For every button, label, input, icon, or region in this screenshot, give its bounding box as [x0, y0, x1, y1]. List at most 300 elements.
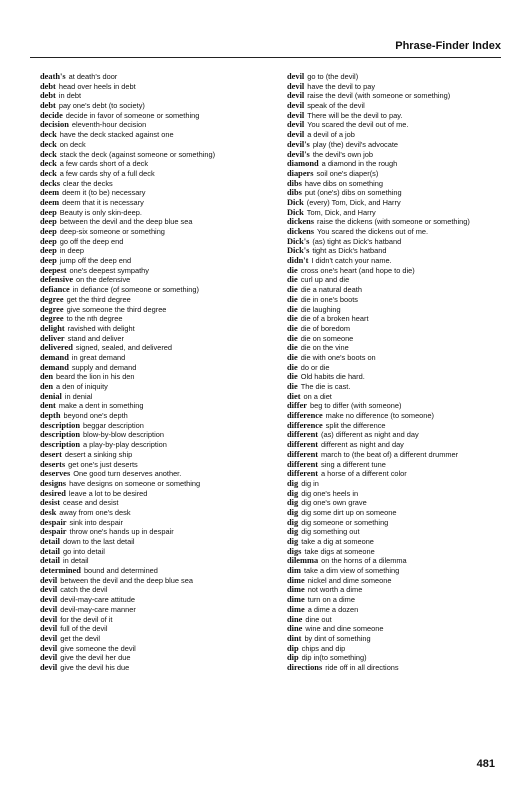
entry-keyword: den: [40, 382, 54, 391]
entry-keyword: deck: [40, 139, 57, 149]
entry-phrase: (every) Tom, Dick, and Harry: [306, 197, 401, 207]
index-entry: [287, 305, 507, 315]
index-entry: [287, 634, 507, 644]
index-entry: [40, 256, 272, 266]
entry-keyword: debt: [40, 91, 56, 101]
entry-phrase: head over heels in debt: [58, 81, 136, 91]
index-entry: [40, 595, 272, 605]
entry-keyword: different: [287, 440, 319, 450]
entry-keyword: dig: [287, 488, 299, 498]
index-entry: [40, 624, 272, 634]
entry-phrase: decide in favor of someone or something: [65, 110, 200, 120]
entry-phrase: (as) different as night and day: [321, 430, 419, 440]
entry-keyword: description: [40, 440, 81, 450]
entry-keyword: decks: [40, 178, 61, 188]
entry-keyword: devil: [287, 101, 305, 111]
entry-phrase: cease and desist: [63, 498, 119, 508]
entry-keyword: decide: [40, 110, 63, 120]
entry-phrase: chips and dip: [301, 643, 346, 653]
entry-phrase: You scared the dickens out of me.: [317, 227, 429, 236]
entry-phrase: desert a sinking ship: [64, 449, 133, 459]
entry-phrase: Beauty is only skin-deep.: [59, 207, 142, 217]
running-header: Phrase-Finder Index: [395, 40, 501, 52]
entry-keyword: desk: [40, 507, 57, 517]
index-entry: [40, 285, 272, 295]
index-entry: [40, 169, 272, 179]
index-entry: [287, 140, 507, 150]
entry-phrase: have dibs on something: [304, 178, 383, 188]
entry-keyword: die: [287, 314, 298, 324]
index-entry: [40, 518, 272, 528]
entry-phrase: die with one's boots on: [300, 352, 376, 362]
entry-phrase: beggar description: [83, 420, 144, 430]
entry-phrase: pay one's debt (to society): [58, 101, 145, 111]
index-entry: [287, 566, 507, 576]
index-entry: [287, 498, 507, 508]
index-entry: [40, 605, 272, 615]
entry-keyword: description: [40, 420, 81, 430]
index-entry: [287, 421, 507, 431]
entry-keyword: dickens: [287, 217, 314, 227]
index-entry: [40, 217, 272, 227]
entry-keyword: devil: [287, 72, 305, 81]
entry-keyword: devil: [40, 575, 58, 585]
entry-phrase: (as) tight as Dick's hatband: [312, 236, 402, 246]
index-entry: [40, 266, 272, 276]
entry-phrase: speak of the devil: [307, 101, 365, 111]
entry-phrase: die a natural death: [300, 285, 362, 295]
entry-phrase: throw one's hands up in despair: [69, 527, 174, 537]
entry-keyword: deck: [40, 168, 57, 178]
entry-phrase: between the devil and the deep blue sea: [59, 217, 193, 227]
index-entry: [287, 217, 507, 227]
entry-phrase: dig some dirt up on someone: [301, 507, 397, 517]
entry-keyword: die: [287, 333, 298, 343]
entry-phrase: at death's door: [68, 72, 118, 81]
entry-phrase: give someone the devil: [60, 643, 136, 653]
entry-phrase: beyond one's depth: [63, 411, 128, 421]
index-entry: [287, 547, 507, 557]
entry-phrase: in great demand: [71, 352, 126, 362]
index-entry: [40, 159, 272, 169]
entry-phrase: take a dig at someone: [301, 537, 374, 546]
entry-keyword: dig: [287, 478, 299, 488]
entry-phrase: eleventh-hour decision: [71, 120, 147, 130]
entry-phrase: go to (the devil): [307, 72, 359, 81]
entry-keyword: Dick: [287, 197, 304, 207]
index-entry: [40, 663, 272, 673]
entry-phrase: a few cards shy of a full deck: [59, 168, 155, 178]
entry-keyword: dime: [287, 595, 305, 605]
entry-keyword: dent: [40, 401, 56, 411]
entry-phrase: away from one's desk: [59, 507, 131, 517]
entry-phrase: dig one's heels in: [301, 488, 359, 498]
entry-phrase: get one's just deserts: [68, 459, 138, 469]
index-entry: [287, 527, 507, 537]
index-entry: [287, 663, 507, 673]
index-entry: [287, 246, 507, 256]
entry-keyword: depth: [40, 411, 61, 421]
index-entry: [287, 130, 507, 140]
index-entry: [40, 411, 272, 421]
entry-phrase: on deck: [59, 139, 86, 149]
index-entry: [40, 479, 272, 489]
index-entry: [287, 285, 507, 295]
index-entry: [287, 150, 507, 160]
entry-phrase: a den of iniquity: [56, 382, 108, 391]
entry-keyword: dime: [287, 604, 305, 614]
entry-keyword: didn't: [287, 256, 309, 266]
entry-keyword: deep: [40, 217, 57, 227]
index-entry: [40, 246, 272, 256]
entry-keyword: dine: [287, 624, 303, 634]
entry-keyword: decision: [40, 120, 69, 130]
entry-phrase: dine out: [305, 614, 332, 624]
entry-keyword: die: [287, 323, 298, 333]
entry-keyword: die: [287, 294, 298, 304]
entry-keyword: differ: [287, 401, 307, 411]
entry-keyword: dine: [287, 614, 303, 624]
entry-keyword: diapers: [287, 168, 314, 178]
entry-keyword: devil: [40, 662, 58, 672]
index-entry: [40, 585, 272, 595]
entry-keyword: die: [287, 265, 298, 275]
entry-keyword: dig: [287, 498, 299, 508]
index-entry: [40, 372, 272, 382]
entry-phrase: a horse of a different color: [321, 469, 407, 479]
index-entry: [40, 392, 272, 402]
index-entry: [287, 353, 507, 363]
entry-phrase: in denial: [64, 391, 93, 401]
entry-phrase: wine and dine someone: [305, 624, 384, 634]
entry-keyword: diamond: [287, 159, 319, 169]
index-entry: [40, 324, 272, 334]
index-entry: [287, 489, 507, 499]
index-entry: [40, 401, 272, 411]
entry-phrase: dig something out: [301, 527, 360, 537]
entry-keyword: dig: [287, 507, 299, 517]
entry-phrase: One good turn deserves another.: [73, 469, 182, 479]
index-entry: [287, 334, 507, 344]
index-entry: [287, 382, 507, 392]
entry-keyword: die: [287, 304, 298, 314]
index-entry: [40, 275, 272, 285]
index-entry: [40, 382, 272, 392]
index-entry: [40, 615, 272, 625]
index-entry: [287, 508, 507, 518]
entry-phrase: Tom, Dick, and Harry: [306, 207, 376, 217]
entry-keyword: die: [287, 275, 298, 285]
index-entry: [287, 227, 507, 237]
index-entry: [287, 363, 507, 373]
entry-keyword: death's: [40, 72, 66, 81]
entry-keyword: dibs: [287, 178, 302, 188]
entry-keyword: delight: [40, 323, 65, 333]
entry-phrase: a few cards short of a deck: [59, 159, 149, 169]
index-entry: [287, 314, 507, 324]
entry-keyword: deep: [40, 236, 57, 246]
entry-keyword: die: [287, 382, 298, 391]
entry-keyword: dip: [287, 653, 299, 663]
entry-phrase: for the devil of it: [60, 614, 113, 624]
entry-keyword: devil: [40, 595, 58, 605]
entry-phrase: take digs at someone: [304, 546, 375, 556]
entry-keyword: devil: [287, 110, 305, 120]
entry-phrase: curl up and die: [300, 275, 350, 285]
index-entry: [287, 479, 507, 489]
entry-phrase: die on someone: [300, 333, 354, 343]
index-entry: [287, 72, 507, 82]
index-entry: [40, 430, 272, 440]
entry-keyword: debt: [40, 101, 56, 111]
entry-keyword: despair: [40, 527, 67, 537]
entry-phrase: die on the vine: [300, 343, 349, 353]
entry-phrase: not worth a dime: [307, 585, 363, 595]
index-entry: [40, 111, 272, 121]
index-entry: [40, 343, 272, 353]
index-entry: [40, 498, 272, 508]
entry-phrase: cross one's heart (and hope to die): [300, 265, 415, 275]
entry-phrase: I didn't catch your name.: [311, 256, 392, 266]
entry-keyword: description: [40, 430, 81, 440]
entry-phrase: on a diet: [303, 391, 332, 401]
entry-keyword: devil: [40, 633, 58, 643]
entry-phrase: raise the dickens (with someone or something): [317, 217, 470, 227]
index-entry: [40, 566, 272, 576]
index-entry: [287, 469, 507, 479]
entry-phrase: the devil's own job: [312, 149, 373, 159]
entry-keyword: degree: [40, 314, 64, 324]
entry-phrase: a play-by-play description: [83, 440, 167, 450]
entry-phrase: different as night and day: [321, 440, 404, 450]
entry-phrase: put (one's) dibs on something: [304, 188, 402, 198]
entry-keyword: degree: [40, 294, 64, 304]
header-rule: [30, 57, 501, 58]
entry-keyword: dilemma: [287, 556, 319, 566]
entry-phrase: signed, sealed, and delivered: [75, 343, 173, 353]
entry-phrase: blow-by-blow description: [83, 430, 164, 440]
index-entry: [40, 489, 272, 499]
entry-phrase: nickel and dime someone: [307, 575, 392, 585]
entry-keyword: den: [40, 372, 54, 382]
entry-keyword: dime: [287, 575, 305, 585]
entry-phrase: march to (the beat of) a different drummer: [321, 449, 459, 459]
entry-phrase: on the defensive: [76, 275, 131, 285]
index-entry: [40, 130, 272, 140]
entry-phrase: You scared the devil out of me.: [307, 120, 409, 130]
index-entry: [287, 624, 507, 634]
entry-phrase: get the devil: [60, 633, 101, 643]
entry-keyword: deep: [40, 227, 57, 236]
index-entry: [287, 111, 507, 121]
entry-phrase: full of the devil: [60, 624, 108, 634]
index-entry: [287, 411, 507, 421]
entry-keyword: dim: [287, 566, 301, 576]
entry-phrase: bound and determined: [83, 566, 158, 576]
entry-keyword: delivered: [40, 343, 73, 353]
index-entry: [287, 401, 507, 411]
entry-phrase: give someone the third degree: [66, 304, 167, 314]
index-entry: [287, 237, 507, 247]
index-entry: [287, 295, 507, 305]
entry-keyword: determined: [40, 566, 81, 576]
entry-phrase: in deep: [59, 246, 84, 256]
index-entry: [40, 421, 272, 431]
entry-phrase: turn on a dime: [307, 595, 355, 605]
index-entry: [40, 188, 272, 198]
entry-keyword: dint: [287, 633, 302, 643]
entry-phrase: a diamond in the rough: [321, 159, 398, 169]
entry-phrase: play (the) devil's advocate: [312, 139, 399, 149]
index-entry: [40, 508, 272, 518]
index-entry: [287, 179, 507, 189]
index-entry: [40, 440, 272, 450]
entry-keyword: different: [287, 469, 319, 479]
index-entry: [40, 576, 272, 586]
index-entry: [287, 615, 507, 625]
index-entry: [287, 198, 507, 208]
entry-keyword: die: [287, 285, 298, 295]
entry-keyword: devil: [40, 653, 58, 663]
index-entry: [40, 295, 272, 305]
entry-phrase: supply and demand: [71, 362, 137, 372]
entry-phrase: jump off the deep end: [59, 256, 132, 266]
entry-keyword: defiance: [40, 285, 70, 295]
entry-keyword: Dick: [287, 207, 304, 217]
index-entry: [40, 644, 272, 654]
entry-phrase: die of boredom: [300, 323, 351, 333]
entry-phrase: ravished with delight: [67, 323, 135, 333]
entry-keyword: devil's: [287, 139, 310, 149]
entry-phrase: ride off in all directions: [325, 662, 399, 672]
index-entry: [287, 450, 507, 460]
index-entry: [287, 605, 507, 615]
entry-phrase: make no difference (to someone): [325, 411, 434, 421]
entry-keyword: deep: [40, 246, 57, 256]
entry-phrase: have the deck stacked against one: [59, 130, 174, 140]
left-column: [40, 72, 272, 673]
entry-keyword: die: [287, 362, 298, 372]
entry-keyword: deep: [40, 256, 57, 266]
entry-keyword: different: [287, 449, 319, 459]
entry-phrase: raise the devil (with someone or something): [307, 91, 451, 101]
entry-keyword: die: [287, 352, 298, 362]
entry-keyword: desired: [40, 488, 66, 498]
entry-phrase: dig one's own grave: [301, 498, 367, 508]
entry-phrase: in defiance (of someone or something): [72, 285, 199, 295]
entry-phrase: devil-may-care manner: [60, 604, 136, 614]
entry-phrase: on the horns of a dilemma: [321, 556, 407, 566]
index-entry: [40, 314, 272, 324]
entry-keyword: dickens: [287, 227, 314, 236]
index-entry: [287, 159, 507, 169]
index-entry: [40, 450, 272, 460]
entry-keyword: designs: [40, 478, 67, 488]
entry-phrase: stand and deliver: [67, 333, 124, 343]
entry-keyword: demand: [40, 362, 69, 372]
entry-phrase: dig in: [301, 478, 319, 488]
entry-keyword: deserves: [40, 469, 71, 479]
index-entry: [40, 537, 272, 547]
entry-keyword: devil: [40, 604, 58, 614]
index-entry: [287, 595, 507, 605]
entry-keyword: deep: [40, 207, 57, 217]
entry-phrase: deem that it is necessary: [62, 197, 144, 207]
entry-phrase: one's deepest sympathy: [69, 265, 149, 275]
index-entry: [287, 343, 507, 353]
entry-phrase: by dint of something: [304, 633, 371, 643]
entry-keyword: dig: [287, 527, 299, 537]
index-entry: [40, 634, 272, 644]
entry-keyword: devil: [287, 81, 305, 91]
entry-phrase: go into detail: [63, 546, 105, 556]
entry-keyword: deserts: [40, 459, 66, 469]
entry-phrase: beg to differ (with someone): [310, 401, 402, 411]
entry-phrase: soil one's diaper(s): [316, 168, 379, 178]
entry-keyword: dip: [287, 643, 299, 653]
entry-phrase: die in one's boots: [300, 294, 358, 304]
entry-keyword: devil: [40, 585, 58, 595]
entry-phrase: have the devil to pay: [307, 81, 376, 91]
index-entry: [287, 644, 507, 654]
entry-phrase: go off the deep end: [59, 236, 124, 246]
entry-phrase: clear the decks: [63, 178, 113, 188]
index-entry: [40, 305, 272, 315]
entry-keyword: deck: [40, 159, 57, 169]
index-entry: [287, 324, 507, 334]
entry-phrase: deep-six someone or something: [59, 227, 165, 236]
entry-phrase: dig someone or something: [301, 517, 389, 527]
entry-keyword: dime: [287, 585, 305, 595]
entry-keyword: devil: [40, 624, 58, 634]
entry-keyword: detail: [40, 537, 61, 546]
index-entry: [287, 460, 507, 470]
entry-keyword: deem: [40, 188, 60, 198]
entry-keyword: devil: [287, 130, 305, 140]
entry-keyword: Dick's: [287, 246, 310, 256]
entry-phrase: a dime a dozen: [307, 604, 359, 614]
index-entry: [40, 91, 272, 101]
entry-phrase: dip in(to something): [301, 653, 367, 663]
entry-phrase: The die is cast.: [300, 382, 351, 391]
index-entry: [287, 585, 507, 595]
index-entry: [40, 363, 272, 373]
entry-keyword: directions: [287, 662, 323, 672]
entry-phrase: take a dim view of something: [303, 566, 400, 576]
entry-keyword: degree: [40, 304, 64, 314]
index-entry: [287, 518, 507, 528]
entry-keyword: diet: [287, 391, 301, 401]
entry-phrase: die laughing: [300, 304, 341, 314]
entry-keyword: deck: [40, 130, 57, 140]
index-entry: [287, 372, 507, 382]
index-entry: [40, 120, 272, 130]
entry-keyword: defensive: [40, 275, 74, 285]
index-entry: [40, 547, 272, 557]
index-entry: [40, 208, 272, 218]
entry-keyword: dig: [287, 517, 299, 527]
entry-keyword: devil: [40, 614, 58, 624]
index-entry: [40, 653, 272, 663]
entry-keyword: deck: [40, 149, 57, 159]
index-entry: [40, 82, 272, 92]
index-entry: [287, 188, 507, 198]
index-entry: [40, 150, 272, 160]
entry-phrase: devil-may-care attitude: [60, 595, 135, 605]
index-entry: [287, 101, 507, 111]
entry-phrase: leave a lot to be desired: [68, 488, 148, 498]
entry-keyword: demand: [40, 352, 69, 362]
